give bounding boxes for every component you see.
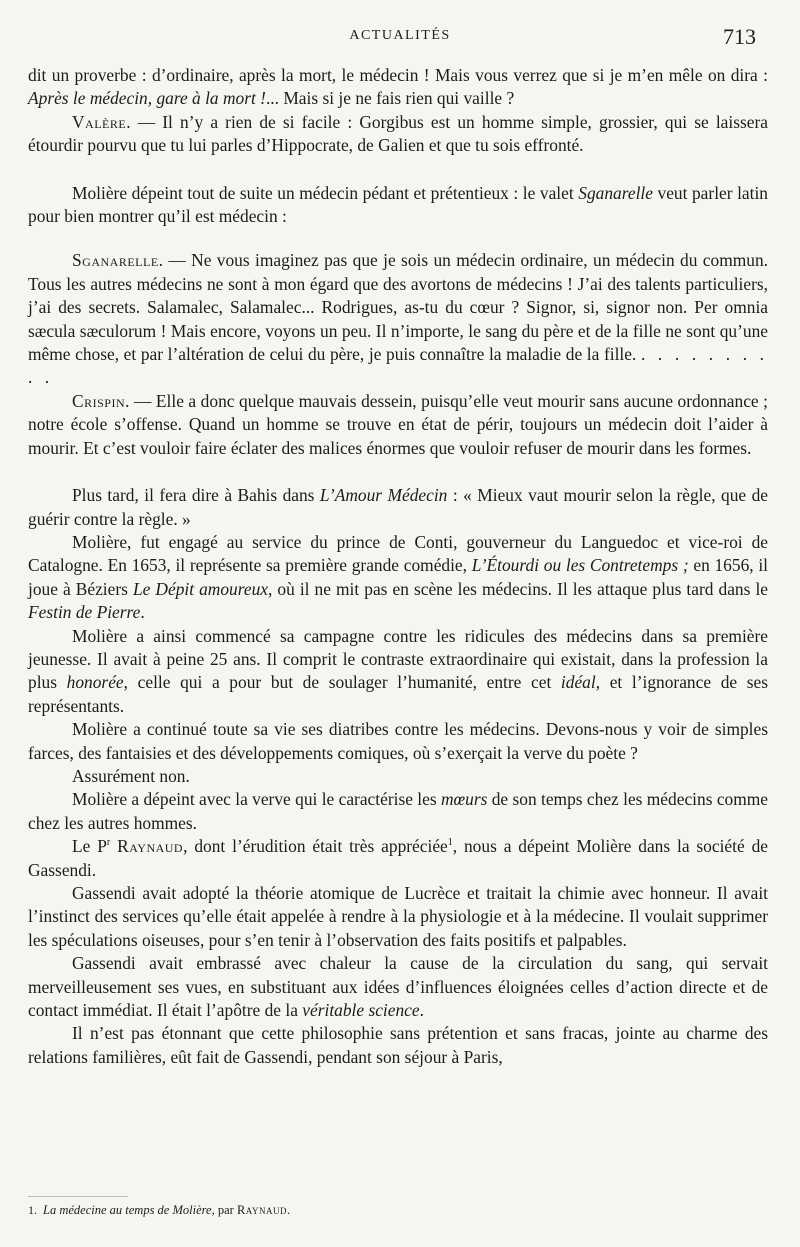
body-paragraph: Molière a ainsi commencé sa campagne contre les ridicules des médecins dans sa première jeunesse. Il avait à peine 25 ans. Il comprit le contraste extraordinaire qui existait, dans la profession la plus honorée, celle qui a pour but de soulager l’humanité, entre cet idéal, et l’ignorance de ses représentants. <box>28 625 769 716</box>
speaker-name: Valère <box>72 111 127 132</box>
body-paragraph: Molière a continué toute sa vie ses diatribes contre les médecins. Devons-nous y voir de simples farces, des fantaisies et des développements comiques, où s’exerçait la verve du poète ? <box>28 719 768 763</box>
body-paragraph: Il n’est pas étonnant que cette philosophie sans prétention et sans fracas, jointe au charme des relations familières, eût fait de Gassendi, pendant son séjour à Paris, <box>28 1023 768 1067</box>
footnote-marker: 1 <box>447 837 453 849</box>
author-name: Raynaud <box>117 836 184 857</box>
body-paragraph: Molière, fut engagé au service du prince de Conti, gouverneur du Languedoc et vice-roi de Catalogne. En 1653, il représente sa première grande comédie, L’Étourdi ou les Contretemps ; en 1656, il joue à Béziers Le Dépit amoureux, où il ne mit pas en scène les médecins. Il les attaque plus tard dans le Festin de Pierre. <box>28 531 769 623</box>
dialogue-sganarelle: Sganarelle. — Ne vous imaginez pas que je sois un médecin ordinaire, un médecin du commun. Tous les autres médecins ne sont à mon égard que des avortons de médecins ! J’ai des talents particuliers, j’ai des secrets. Salamalec, Salamalec... Rodrigues, as-tu du cœur ? Signor, si, signor non. Per omnia sæcula sæculorum ! Mais encore, voyons un peu. Il n’importe, le sang du père et de la fille ne sont qu’une même chose, et par l’altération de celui du père, je puis connaître la maladie de la fille. . . . . . . . . . . <box>28 250 769 388</box>
dialogue-crispin: Crispin. — Elle a donc quelque mauvais dessein, puisqu’elle veut mourir sans aucune ordonnance ; notre école s’offense. Quand un homme se trouve en état de périr, toujours un médecin doit l’aider à mourir. Et c’est vouloir faire éclater des malices énormes que vouloir refuser de mourir dans les formes. <box>28 390 768 458</box>
page-number: 713 <box>723 24 756 49</box>
body-paragraph: Plus tard, il fera dire à Bahis dans L’Amour Médecin : « Mieux vaut mourir selon la règle, que de guérir contre la règle. » <box>28 485 769 529</box>
footnote: 1. La médecine au temps de Molière, par Raynaud. <box>28 1203 291 1217</box>
body-paragraph: Gassendi avait embrassé avec chaleur la cause de la circulation du sang, qui servait merveilleusement ses vues, en substituant aux idées d’influences éloignées celles d’action directe et de contact immédiat. Il était l’apôtre de la véritable science. <box>28 953 768 1021</box>
footnote-divider <box>28 1196 128 1197</box>
intro-paragraph: Molière dépeint tout de suite un médecin pédant et prétentieux : le valet Sganarelle veut parler latin pour bien montrer qu’il est médecin : <box>28 182 768 227</box>
body-paragraph: Molière a dépeint avec la verve qui le caractérise les mœurs de son temps chez les médecins comme chez les autres hommes. <box>28 789 769 833</box>
speaker-name: Sganarelle <box>72 250 159 271</box>
body-paragraph: Le $P^r$ Raynaud, dont l’érudition était très appréciée$^1$, nous a dépeint Molière dans la société de Gassendi. <box>28 836 768 880</box>
dialogue-valere: Valère. — Il n’y a rien de si facile : Gorgibus est un homme simple, grossier, qui se laissera étourdir pourvu que tu lui parles d’Hippocrate, de Galien et que tu sois effronté. <box>28 111 768 156</box>
running-title: ACTUALITÉS <box>349 28 451 43</box>
speaker-name: Crispin <box>72 390 126 411</box>
body-paragraph: Assurément non. <box>72 765 190 786</box>
page-body <box>28 64 768 1069</box>
page-header <box>0 24 800 54</box>
play-dialogue-continuation: dit un proverbe : d’ordinaire, après la mort, le médecin ! Mais vous verrez que si je m’en mêle on dira : Après le médecin, gare à la mort !... Mais si je ne fais rien qui vaille ? <box>28 65 768 109</box>
body-paragraph: Gassendi avait adopté la théorie atomique de Lucrèce et traitait la chimie avec honneur. Il avait l’instinct des services qu’elle était appelée à rendre à la physiologie et à la médecine. Il voulait supprimer les spéculations oiseuses, pour s’en tenir à l’observation des faits positifs et palpables. <box>28 883 768 950</box>
